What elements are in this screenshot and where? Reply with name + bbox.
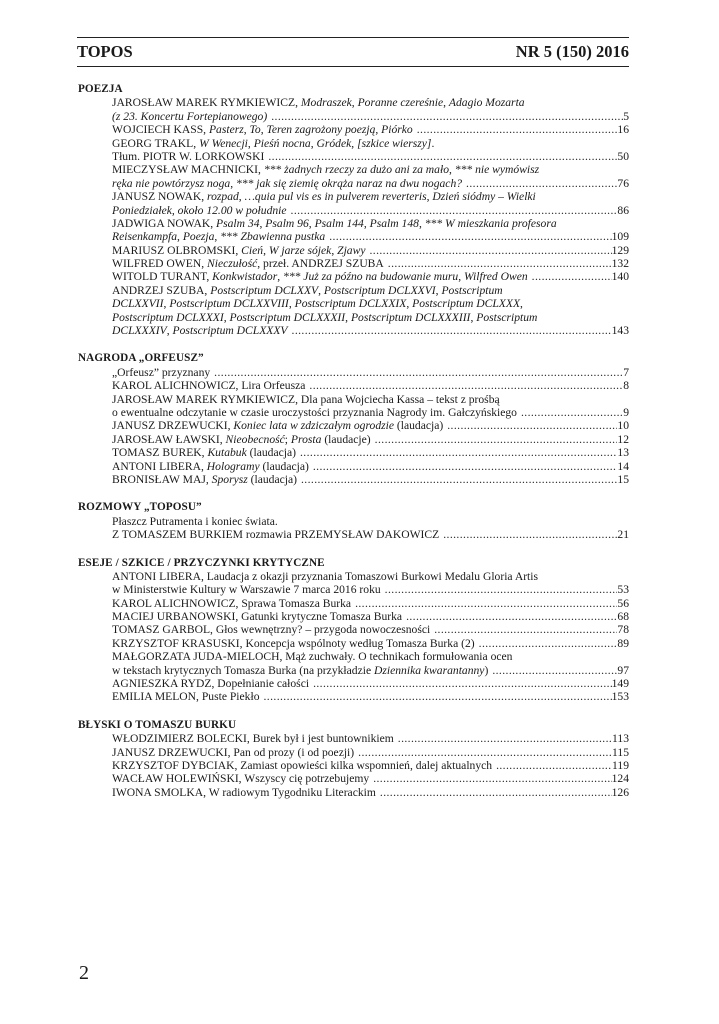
dot-leader — [430, 623, 617, 636]
dot-leader — [309, 460, 618, 473]
entry-line — [112, 419, 629, 432]
dot-leader — [462, 177, 617, 190]
entry-line — [112, 406, 629, 419]
toc-entry[interactable] — [78, 433, 629, 446]
entry-text: IWONA SMOLKA, W radiowym Tygodniku Literackim — [112, 785, 376, 799]
entry-line: JAROSŁAW MAREK RYMKIEWICZ, Dla pana Wojciecha Kassa – tekst z prośbą — [112, 392, 500, 406]
entry-page-number: 86 — [617, 203, 629, 217]
italic-title: Hologramy — [206, 459, 260, 473]
toc-entry[interactable] — [78, 366, 629, 379]
dot-leader — [381, 583, 618, 596]
entry-text: MACIEJ URBANOWSKI, Gatunki krytyczne Tomasza Burka — [112, 610, 403, 624]
entry-line: JAROSŁAW MAREK RYMKIEWICZ, Modraszek, Poranne czereśnie, Adagio Mozarta — [112, 96, 525, 110]
italic-title: Postscriptum DCLXXV — [210, 283, 319, 297]
dot-leader — [517, 406, 623, 419]
italic-title: Wilfred Owen — [464, 270, 528, 284]
entry-line: GEORG TRAKL, W Wenecji, Pieśń nocna, Gródek, [szkice wierszy]. — [112, 136, 435, 150]
entry-line — [112, 746, 629, 759]
entry-page-number: 109 — [611, 230, 629, 244]
dot-leader — [384, 257, 612, 270]
italic-title: Konkwistador — [212, 270, 278, 284]
toc-entry[interactable] — [78, 419, 629, 432]
entry-line — [112, 379, 629, 392]
italic-title: To — [249, 123, 261, 137]
dot-leader — [264, 150, 617, 163]
italic-title: DCLXXVII — [112, 297, 164, 311]
toc-entry[interactable] — [78, 244, 629, 257]
entry-text: Reisenkampfa, Poezja, *** Zbawienna pustka — [112, 230, 326, 244]
italic-title: Teren zagrożony poezją — [266, 123, 376, 137]
toc-entry[interactable] — [78, 623, 629, 636]
toc-section — [78, 501, 629, 541]
italic-title: *** W mieszkania profesora — [424, 216, 557, 230]
dot-leader — [297, 473, 617, 486]
entry-line — [112, 460, 629, 473]
toc-entry[interactable] — [78, 446, 629, 459]
dot-leader — [260, 690, 612, 703]
entry-line — [112, 732, 629, 745]
entry-text: KRZYSZTOF KRASUSKI, Koncepcja wspólnoty według Tomasza Burka (2) — [112, 636, 475, 650]
entry-text: DCLXXXIV, Postscriptum DCLXXXV — [112, 324, 288, 338]
entry-page-number: 149 — [611, 677, 629, 691]
entry-page-number: 50 — [617, 149, 629, 163]
italic-title: Poniedziałek, około 12.00 w południe — [112, 203, 287, 217]
entry-page-number: 8 — [623, 379, 629, 393]
section-title: BŁYSKI O TOMASZU BURKU — [78, 718, 237, 731]
dot-leader — [325, 230, 611, 243]
entry-page-number: 56 — [617, 596, 629, 610]
italic-title: Gródek — [316, 136, 352, 150]
dot-leader — [443, 419, 617, 432]
entry-line: Płaszcz Putramenta i koniec świata. — [112, 514, 278, 528]
header-top-rule — [77, 37, 629, 38]
entry-line — [112, 177, 629, 190]
journal-title: TOPOS — [77, 42, 133, 61]
entry-line: Postscriptum DCLXXXI, Postscriptum DCLXXXII, Postscriptum DCLXXXIII, Postscriptum — [112, 310, 538, 324]
italic-title: Kutabuk — [207, 446, 247, 460]
entry-page-number: 12 — [617, 432, 629, 446]
toc-entry[interactable] — [78, 650, 629, 677]
toc-entry[interactable] — [78, 732, 629, 745]
entry-text: BRONISŁAW MAJ, Sporysz (laudacja) — [112, 472, 297, 486]
entry-page-number: 68 — [617, 610, 629, 624]
entry-text: AGNIESZKA RYDZ, Dopełnianie całości — [112, 677, 310, 691]
entry-line — [112, 664, 629, 677]
entry-line — [112, 597, 629, 610]
entry-page-number: 5 — [623, 109, 629, 123]
entry-line: MIECZYSŁAW MACHNICKI, *** żadnych rzeczy za dużo ani za mało, *** nie wymówisz — [112, 163, 540, 177]
entry-text: JAROSŁAW ŁAWSKI, Nieobecność; Prosta (laudacje) — [112, 432, 371, 446]
page-number: 2 — [79, 962, 89, 984]
entry-line — [112, 528, 629, 541]
entry-text: WILFRED OWEN, Nieczułość, przeł. ANDRZEJ SZUBA — [112, 257, 384, 271]
italic-title: Koniec lata w zdziczałym ogrodzie — [233, 419, 394, 433]
toc-entry[interactable] — [78, 460, 629, 473]
entry-page-number: 119 — [612, 758, 629, 772]
toc-entry[interactable] — [78, 190, 629, 217]
entry-line — [112, 677, 629, 690]
italic-title: Postscriptum DCLXXXII — [229, 310, 346, 324]
italic-title: Postscriptum DCLXXXIII — [350, 310, 471, 324]
italic-title: (z 23. Koncertu Fortepianowego) — [112, 109, 268, 123]
entry-text: TOMASZ BUREK, Kutabuk (laudacja) — [112, 446, 296, 460]
entry-page-number: 16 — [617, 123, 629, 137]
italic-title: *** jak się ziemię okrąża naraz na dwu nogach? — [235, 176, 463, 190]
entry-page-number: 13 — [617, 446, 629, 460]
italic-title: Poranne czereśnie — [357, 96, 444, 110]
dot-leader — [492, 759, 612, 772]
entry-line — [112, 204, 629, 217]
entry-text: EMILIA MELON, Puste Piekło — [112, 690, 260, 704]
entry-text: MARIUSZ OLBROMSKI, Cień, W jarze sójek, Zjawy — [112, 243, 366, 257]
entry-line — [112, 150, 629, 163]
entry-text: „Orfeusz” przyznany — [112, 365, 211, 379]
italic-title: rozpad — [207, 190, 239, 204]
entry-text: WŁODZIMIERZ BOLECKI, Burek był i jest buntownikiem — [112, 732, 394, 746]
entry-line: JADWIGA NOWAK, Psalm 34, Psalm 96, Psalm 144, Psalm 148, *** W mieszkania profesora — [112, 216, 557, 230]
entry-page-number: 132 — [611, 257, 629, 271]
toc-entry[interactable] — [78, 96, 629, 123]
italic-title: Nieobecność — [225, 432, 285, 446]
entry-text: KAROL ALICHNOWICZ, Sprawa Tomasza Burka — [112, 596, 352, 610]
italic-title: Nieczułość — [207, 257, 258, 271]
entry-line — [112, 623, 629, 636]
entry-text: w Ministerstwie Kultury w Warszawie 7 marca 2016 roku — [112, 583, 381, 597]
toc-entry[interactable] — [78, 637, 629, 650]
toc-entry[interactable] — [78, 570, 629, 597]
table-of-contents — [78, 83, 629, 814]
entry-page-number: 9 — [623, 405, 629, 419]
dot-leader — [402, 610, 617, 623]
toc-entry[interactable] — [78, 163, 629, 190]
toc-entry[interactable] — [78, 257, 629, 270]
toc-entry[interactable] — [78, 515, 629, 542]
italic-title: W jarze sójek — [268, 243, 332, 257]
entry-line: ANTONI LIBERA, Laudacja z okazji przyznania Tomaszowi Burkowi Medalu Gloria Artis — [112, 569, 539, 583]
entry-text: JANUSZ DRZEWUCKI, Koniec lata w zdziczałym ogrodzie (laudacja) — [112, 419, 444, 433]
entry-page-number: 126 — [611, 785, 629, 799]
toc-entry[interactable] — [78, 137, 629, 164]
toc-entry[interactable] — [78, 772, 629, 785]
entry-line — [112, 230, 629, 243]
entry-line — [112, 786, 629, 799]
dot-leader — [305, 379, 623, 392]
toc-entry[interactable] — [78, 473, 629, 486]
italic-title: Poezja — [182, 230, 215, 244]
toc-section — [78, 352, 629, 486]
toc-section — [78, 83, 629, 337]
toc-entry[interactable] — [78, 379, 629, 392]
entry-text: TOMASZ GARBOL, Głos wewnętrzny? – przygoda nowoczesności — [112, 623, 431, 637]
italic-title: Adagio Mozarta — [448, 96, 525, 110]
entry-line: MAŁGORZATA JUDA-MIELOCH, Mąż zuchwały. O technikach formułowania ocen — [112, 650, 513, 664]
toc-entry[interactable] — [78, 690, 629, 703]
entry-page-number: 115 — [612, 745, 629, 759]
italic-title: Prosta — [290, 432, 322, 446]
section-title: ROZMOWY „TOPOSU” — [78, 501, 202, 514]
entry-line — [112, 690, 629, 703]
italic-title: [szkice wierszy] — [357, 136, 432, 150]
entry-text: WACŁAW HOLEWIŃSKI, Wszyscy cię potrzebujemy — [112, 772, 370, 786]
dot-leader — [376, 786, 612, 799]
entry-text: Z TOMASZEM BURKIEM rozmawia PRZEMYSŁAW DAKOWICZ — [112, 528, 440, 542]
italic-title: …quia pul vis es in pulverem reverteris — [244, 190, 427, 204]
dot-leader — [488, 664, 617, 677]
section-title: NAGRODA „ORFEUSZ” — [78, 352, 204, 365]
entry-line — [112, 123, 629, 136]
header-bottom-rule — [77, 66, 629, 67]
dot-leader — [351, 597, 617, 610]
entry-text: w tekstach krytycznych Tomasza Burka (na przykładzie Dziennika kwarantanny) — [112, 663, 489, 677]
toc-entry[interactable] — [78, 597, 629, 610]
entry-text: o ewentualne odczytanie w czasie uroczystości przyznania Nagrody im. Gałczyńskiego — [112, 405, 517, 419]
toc-entry[interactable] — [78, 393, 629, 420]
toc-entry[interactable] — [78, 270, 629, 283]
entry-text — [112, 204, 287, 217]
italic-title: ręka nie powtórzysz noga — [112, 176, 231, 190]
italic-title: *** nie wymówisz — [454, 163, 540, 177]
italic-title: Postscriptum DCLXXXV — [172, 324, 288, 338]
entry-line — [112, 433, 629, 446]
dot-leader — [528, 270, 612, 283]
entry-page-number: 153 — [611, 690, 629, 704]
dot-leader — [439, 528, 617, 541]
italic-title: DCLXXXIV — [112, 324, 167, 338]
entry-page-number: 21 — [617, 528, 629, 542]
dot-leader — [365, 244, 611, 257]
italic-title: Psalm 144 — [314, 216, 364, 230]
toc-entry[interactable] — [78, 786, 629, 799]
toc-entry[interactable] — [78, 217, 629, 244]
entry-line: ANDRZEJ SZUBA, Postscriptum DCLXXV, Postscriptum DCLXXVI, Postscriptum — [112, 283, 503, 297]
entry-page-number: 124 — [611, 772, 629, 786]
dot-leader — [287, 204, 618, 217]
entry-line — [112, 446, 629, 459]
entry-line — [112, 366, 629, 379]
entry-page-number: 140 — [611, 270, 629, 284]
dot-leader — [267, 110, 623, 123]
entry-page-number: 10 — [617, 419, 629, 433]
italic-title: Sporysz — [211, 472, 248, 486]
entry-line — [112, 257, 629, 270]
italic-title: Dziennika kwarantanny — [374, 663, 485, 677]
italic-title: Psalm 96 — [265, 216, 309, 230]
dot-leader — [288, 324, 612, 337]
entry-text: KAROL ALICHNOWICZ, Lira Orfeusza — [112, 379, 306, 393]
toc-entry[interactable] — [78, 123, 629, 136]
entry-line: DCLXXVII, Postscriptum DCLXXVIII, Postscriptum DCLXXIX, Postscriptum DCLXXX, — [112, 297, 523, 311]
dot-leader — [369, 772, 611, 785]
toc-entry[interactable] — [78, 759, 629, 772]
italic-title: *** Już za późno na budowanie muru — [283, 270, 459, 284]
entry-page-number: 78 — [617, 623, 629, 637]
section-title: POEZJA — [78, 83, 123, 95]
toc-section — [78, 557, 629, 704]
italic-title: Piórko — [381, 123, 413, 137]
italic-title: Postscriptum — [476, 310, 538, 324]
italic-title: Cień — [241, 243, 264, 257]
entry-line — [112, 637, 629, 650]
entry-line — [112, 759, 629, 772]
italic-title: Psalm 34 — [216, 216, 260, 230]
dot-leader — [413, 123, 618, 136]
entry-text: ANTONI LIBERA, Hologramy (laudacja) — [112, 459, 309, 473]
toc-entry[interactable] — [78, 284, 629, 338]
italic-title: Postscriptum DCLXXX — [412, 297, 521, 311]
italic-title: Modraszek — [300, 96, 352, 110]
toc-entry[interactable] — [78, 610, 629, 623]
entry-page-number: 7 — [623, 365, 629, 379]
entry-page-number: 53 — [617, 583, 629, 597]
italic-title: *** żadnych rzeczy za dużo ani za mało — [263, 163, 449, 177]
entry-line — [112, 473, 629, 486]
toc-entry[interactable] — [78, 677, 629, 690]
entry-text — [112, 110, 267, 123]
entry-line: JANUSZ NOWAK, rozpad, …quia pul vis es in pulverem reverteris, Dzień siódmy – Wielki — [112, 190, 536, 204]
toc-section — [78, 719, 629, 799]
italic-title: Pasterz — [208, 123, 244, 137]
entry-page-number: 129 — [611, 243, 629, 257]
entry-page-number: 143 — [611, 324, 629, 338]
italic-title: Postscriptum DCLXXVI — [323, 283, 436, 297]
italic-title: W Wenecji — [199, 136, 248, 150]
italic-title: Dzień siódmy – Wielki — [432, 190, 536, 204]
dot-leader — [394, 732, 612, 745]
entry-line — [112, 270, 629, 283]
entry-page-number: 14 — [617, 459, 629, 473]
italic-title: Postscriptum DCLXXXI — [112, 310, 224, 324]
italic-title: Zjawy — [337, 243, 366, 257]
italic-title: Reisenkampfa — [112, 230, 178, 244]
entry-text: JANUSZ DRZEWUCKI, Pan od prozy (i od poezji) — [112, 745, 355, 759]
entry-page-number: 113 — [612, 732, 629, 746]
running-header — [77, 42, 629, 64]
italic-title: Postscriptum DCLXXVIII — [169, 297, 289, 311]
dot-leader — [371, 433, 618, 446]
italic-title: Pieśń nocna — [253, 136, 311, 150]
dot-leader — [475, 637, 618, 650]
entry-text: WOJCIECH KASS, Pasterz, To, Teren zagrożony poezją, Piórko — [112, 123, 413, 137]
italic-title: Postscriptum — [441, 283, 503, 297]
issue-number: NR 5 (150) 2016 — [515, 42, 629, 61]
entry-page-number: 76 — [617, 176, 629, 190]
italic-title: Postscriptum DCLXXIX — [294, 297, 407, 311]
entry-text: ręka nie powtórzysz noga, *** jak się ziemię okrąża naraz na dwu nogach? — [112, 176, 463, 190]
entry-page-number: 89 — [617, 636, 629, 650]
entry-line — [112, 324, 629, 337]
toc-entry[interactable] — [78, 746, 629, 759]
section-title: ESEJE / SZKICE / PRZYCZYNKI KRYTYCZNE — [78, 556, 325, 569]
entry-line — [112, 244, 629, 257]
entry-text: Tłum. PIOTR W. LORKOWSKI — [112, 149, 265, 163]
dot-leader — [296, 446, 617, 459]
entry-text: WITOLD TURANT, Konkwistador, *** Już za późno na budowanie muru, Wilfred Owen — [112, 270, 528, 284]
entry-line — [112, 110, 629, 123]
italic-title: Psalm 148 — [369, 216, 419, 230]
italic-title: *** Zbawienna pustka — [220, 230, 326, 244]
entry-text: KRZYSZTOF DYBCIAK, Zamiast opowieści kilka wspomnień, dalej aktualnych — [112, 758, 493, 772]
dot-leader — [309, 677, 612, 690]
entry-line — [112, 610, 629, 623]
dot-leader — [354, 746, 612, 759]
dot-leader — [210, 366, 623, 379]
entry-line — [112, 583, 629, 596]
entry-line — [112, 772, 629, 785]
entry-page-number: 97 — [617, 663, 629, 677]
entry-page-number: 15 — [617, 472, 629, 486]
